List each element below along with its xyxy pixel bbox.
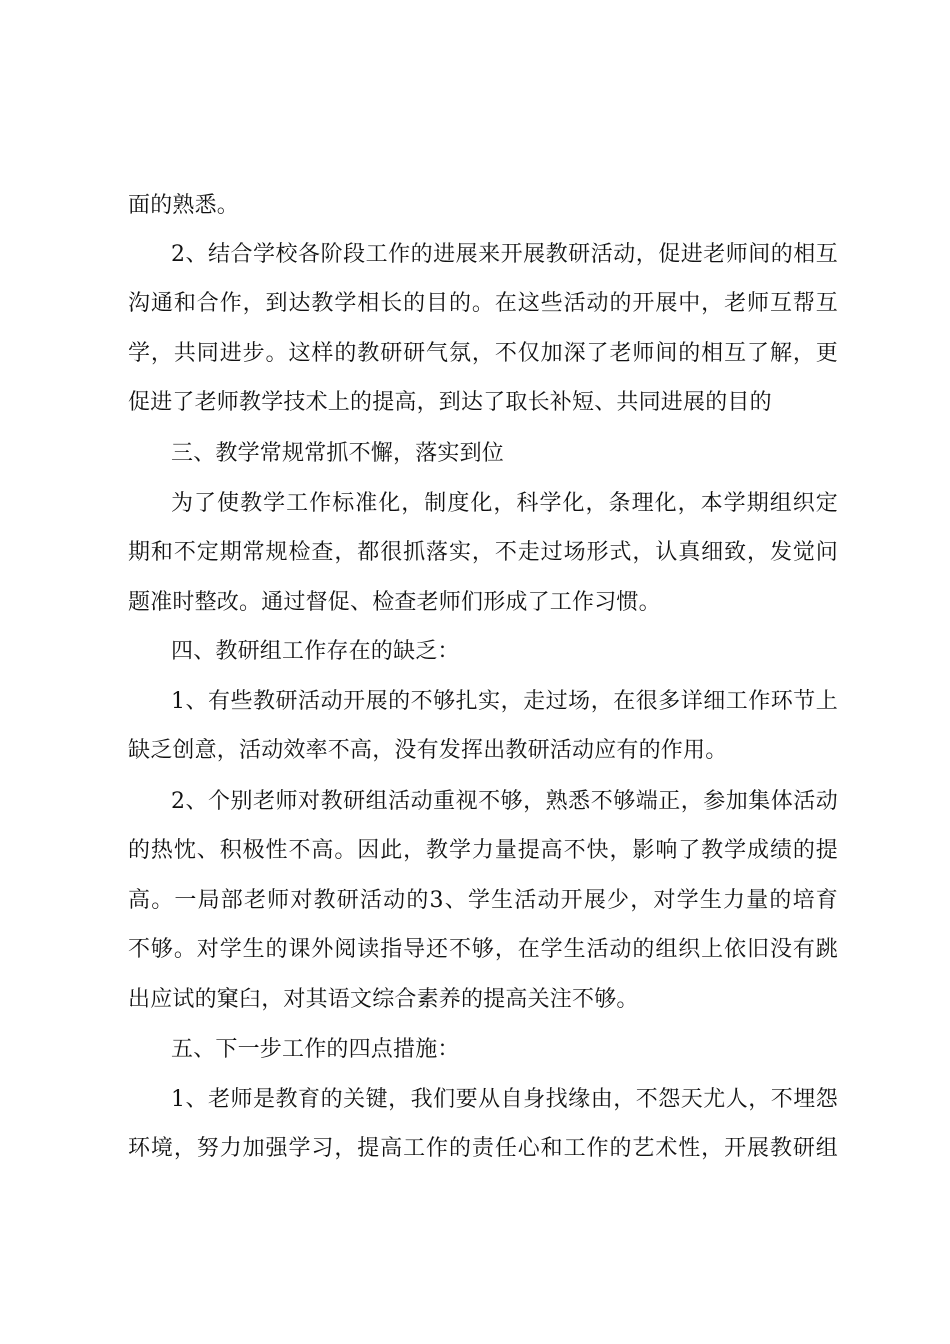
paragraph-line: 2、个别老师对教研组活动重视不够，熟悉不够端正，参加集体活动 bbox=[171, 789, 838, 814]
text-line: 的热忱、积极性不高。因此，教学力量提高不快，影响了教学成绩的提 bbox=[128, 838, 838, 863]
text-line: 沟通和合作，到达教学相长的目的。在这些活动的开展中，老师互帮互 bbox=[128, 291, 838, 316]
text-line: 促进了老师教学技术上的提高，到达了取长补短、共同进展的目的 bbox=[128, 390, 772, 415]
paragraph-line: 为了使教学工作标准化，制度化，科学化，条理化，本学期组织定 bbox=[171, 491, 838, 516]
section-heading: 五、下一步工作的四点措施： bbox=[171, 1037, 460, 1062]
text-line: 期和不定期常规检查，都很抓落实，不走过场形式，认真细致，发觉问 bbox=[128, 540, 838, 565]
text-line: 缺乏创意，活动效率不高，没有发挥出教研活动应有的作用。 bbox=[128, 738, 728, 763]
text-line: 不够。对学生的课外阅读指导还不够，在学生活动的组织上依旧没有跳 bbox=[128, 937, 838, 962]
text-line: 题准时整改。通过督促、检查老师们形成了工作习惯。 bbox=[128, 590, 661, 615]
text-line: 高。一局部老师对教研活动的3、学生活动开展少，对学生力量的培育 bbox=[128, 888, 838, 913]
paragraph-line: 1、有些教研活动开展的不够扎实，走过场，在很多详细工作环节上 bbox=[171, 689, 838, 714]
text-line: 面的熟悉。 bbox=[128, 193, 240, 218]
paragraph-line: 1、老师是教育的关键，我们要从自身找缘由，不怨天尤人，不埋怨 bbox=[171, 1087, 838, 1112]
text-line: 出应试的窠臼，对其语文综合素养的提高关注不够。 bbox=[128, 987, 639, 1012]
section-heading: 四、教研组工作存在的缺乏： bbox=[171, 639, 460, 664]
paragraph-line: 2、结合学校各阶段工作的进展来开展教研活动，促进老师间的相互 bbox=[171, 242, 838, 267]
text-line: 环境，努力加强学习，提高工作的责任心和工作的艺术性，开展教研组 bbox=[128, 1136, 838, 1161]
text-line: 学，共同进步。这样的教研研气氛，不仅加深了老师间的相互了解，更 bbox=[128, 341, 838, 366]
section-heading: 三、教学常规常抓不懈，落实到位 bbox=[171, 441, 505, 466]
